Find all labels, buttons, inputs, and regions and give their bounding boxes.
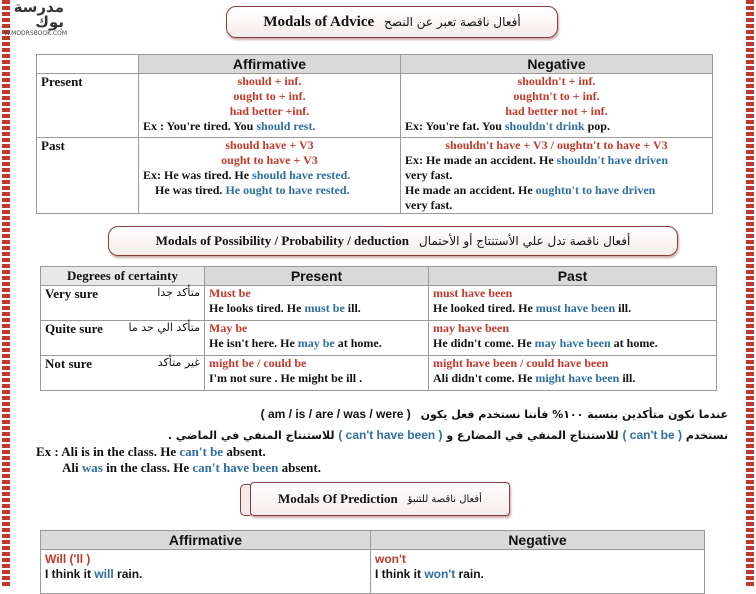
ex-modal: oughtn't to have driven [535,183,656,197]
ex-text: I'm not sure . He might be ill . [209,371,363,385]
ex-text: Ali didn't come. He [433,371,536,385]
past-not-sure [429,356,717,391]
example [375,567,700,582]
advice-row-present: Present [37,74,139,138]
ex-text-end: rain. [113,567,143,581]
degree-not-sure [41,356,205,391]
ex-text: Ex : Ali is in the class. He [36,444,180,459]
ex-text: He was tired. [155,183,226,197]
ex-modal: won't [424,567,456,581]
prediction-aff [41,550,371,594]
ex-modal: might have been [535,371,620,385]
advice-present-neg-1: shouldn't + inf. [517,74,596,88]
ex-text: Ex: He was tired. He [143,168,253,182]
ex-text: Ali [62,460,82,475]
past-quite-sure [429,321,717,356]
advice-past-neg-ex2b: very fast. [405,198,453,212]
advice-present-aff-3: had better +inf. [229,104,310,118]
modal-form: must have been [433,286,513,300]
advice-past-neg [401,138,713,214]
ex-text-end: ill. [619,371,636,385]
advice-corner [37,55,139,74]
degree-label: Very sure [45,286,99,301]
advice-past-aff-ex1 [143,168,396,183]
example [209,371,424,386]
advice-col-affirmative: Affirmative [139,55,401,74]
possibility-title-ar: أفعال ناقصة تدل علي الأستنتاج أو الأحتمال [418,234,631,248]
example [433,301,712,316]
ex-text: I think it [375,567,425,581]
deduction-example-2 [62,460,321,476]
note-cant-en-b: ( can't have been ) [338,428,443,442]
example [209,336,424,351]
ex-text-end: pop. [584,119,610,133]
col-degrees: Degrees of certainty [41,267,205,286]
advice-past-neg-ex2 [405,183,708,198]
possibility-title-banner [108,226,678,256]
degree-quite-sure [41,321,205,356]
advice-past-neg-ex1 [405,153,708,168]
modal-form: Must be [209,286,251,300]
ex-modal: should rest. [256,119,316,133]
prediction-table [40,530,705,594]
ex-text-end: absent. [278,460,321,475]
note-certain-ar: عندما نكون متأكدين بنسبة ١٠٠% فأننا نستخدم فعل يكون [420,408,728,421]
ex-modal: shouldn't drink [504,119,585,133]
ex-text: He made an accident. He [405,183,536,197]
advice-present-neg-ex [405,119,708,134]
advice-table [36,54,713,214]
ex-text-end: absent. [223,444,266,459]
present-quite-sure [205,321,429,356]
ex-text: He isn't here. He [209,336,298,350]
advice-present-aff-1: should + inf. [237,74,302,88]
site-logo [4,0,68,37]
ex-text: Ex: You're fat. You [405,119,505,133]
col-past: Past [429,267,717,286]
advice-past-aff-1: should have + V3 [225,138,314,152]
possibility-table [40,266,717,391]
advice-past-aff-ex2 [143,183,396,198]
ex-text: He didn't come. He [433,336,535,350]
logo-url: W.MODRSBOOK.COM [4,30,68,37]
example [209,301,424,316]
ex-modal: can't have been [192,460,279,475]
degree-label: Not sure [45,356,93,371]
example [45,567,366,582]
prediction-neg [371,550,705,594]
right-border [746,0,754,588]
ex-text-mid: in the class. He [102,460,193,475]
deduction-example-1 [36,444,266,460]
advice-past-aff-2: ought to have + V3 [221,153,318,167]
prediction-title-ar: أفعال ناقصة للتنبؤ [407,493,482,505]
note-certain [261,407,728,421]
advice-title-en: Modals of Advice [263,13,375,30]
degree-label-ar: متأكد جدا [157,286,200,299]
advice-title-ar: أفعال ناقصة تعبر عن النصح [384,15,521,29]
degree-label-ar: غير متأكد [157,356,200,369]
modal-form: Will ('ll ) [45,552,91,566]
ex-modal: will [94,567,114,581]
note-cant [168,428,728,442]
ex-modal: can't be [179,444,224,459]
advice-past-neg-1: shouldn't have + V3 / oughtn't to have + V3 [445,138,668,152]
ex-text: He looks tired. He [209,301,305,315]
modal-form: May be [209,321,248,335]
note-cant-ar-a: نستخدم [685,429,728,442]
ex-modal: He ought to have rested. [225,183,350,197]
ex-modal: must be [304,301,345,315]
past-very-sure [429,286,717,321]
note-cant-ar-c: للاستنتاج المنفي في الماضي . [167,429,335,442]
advice-present-neg-2: oughtn't to + inf. [513,89,600,103]
ex-text-end: at home. [610,336,658,350]
advice-title-banner [226,6,558,38]
prediction-col-affirmative: Affirmative [41,531,371,550]
ex-text: Ex : You're tired. You [143,119,257,133]
advice-present-aff-ex [143,119,396,134]
possibility-title-en: Modals of Possibility / Probability / deduction [155,233,409,248]
example [433,371,712,386]
modal-form: won't [375,552,406,566]
modal-form: might have been / could have been [433,356,609,370]
ex-text-end: ill. [615,301,632,315]
ex-modal: shouldn't have driven [556,153,669,167]
ex-text: I think it [45,567,95,581]
prediction-col-negative: Negative [371,531,705,550]
logo-text: مدرسة بوك [13,0,64,31]
note-certain-en: ( am / is / are / was / were ) [260,407,411,421]
advice-row-past: Past [37,138,139,214]
ex-modal: may have been [534,336,611,350]
advice-col-negative: Negative [401,55,713,74]
col-present: Present [205,267,429,286]
note-cant-ar-b: للاستنتاج المنفي في المضارع و [446,429,619,442]
ex-modal: should have rested. [252,168,351,182]
ex-modal: may be [297,336,335,350]
advice-present-neg [401,74,713,138]
ex-text-end: ill. [344,301,361,315]
ex-modal: must have been [535,301,616,315]
degree-label: Quite sure [45,321,103,336]
prediction-title-banner [250,482,510,516]
degree-label-ar: متأكد الي حد ما [128,321,200,334]
note-cant-en-a: ( can't be ) [622,428,682,442]
modal-form: may have been [433,321,509,335]
advice-past-neg-ex1b: very fast. [405,168,453,182]
example [433,336,712,351]
ex-text-end: rain. [455,567,484,581]
prediction-title-en: Modals Of Prediction [278,491,398,506]
advice-present-aff [139,74,401,138]
present-very-sure [205,286,429,321]
advice-past-aff [139,138,401,214]
ex-text: Ex: He made an accident. He [405,153,557,167]
left-border [2,0,10,588]
advice-present-neg-3: had better not + inf. [505,104,608,118]
ex-text: He looked tired. He [433,301,536,315]
degree-very-sure [41,286,205,321]
present-not-sure [205,356,429,391]
modal-form: might be / could be [209,356,307,370]
ex-verb: was [81,460,103,475]
ex-text-end: at home. [334,336,382,350]
advice-present-aff-2: ought to + inf. [233,89,306,103]
